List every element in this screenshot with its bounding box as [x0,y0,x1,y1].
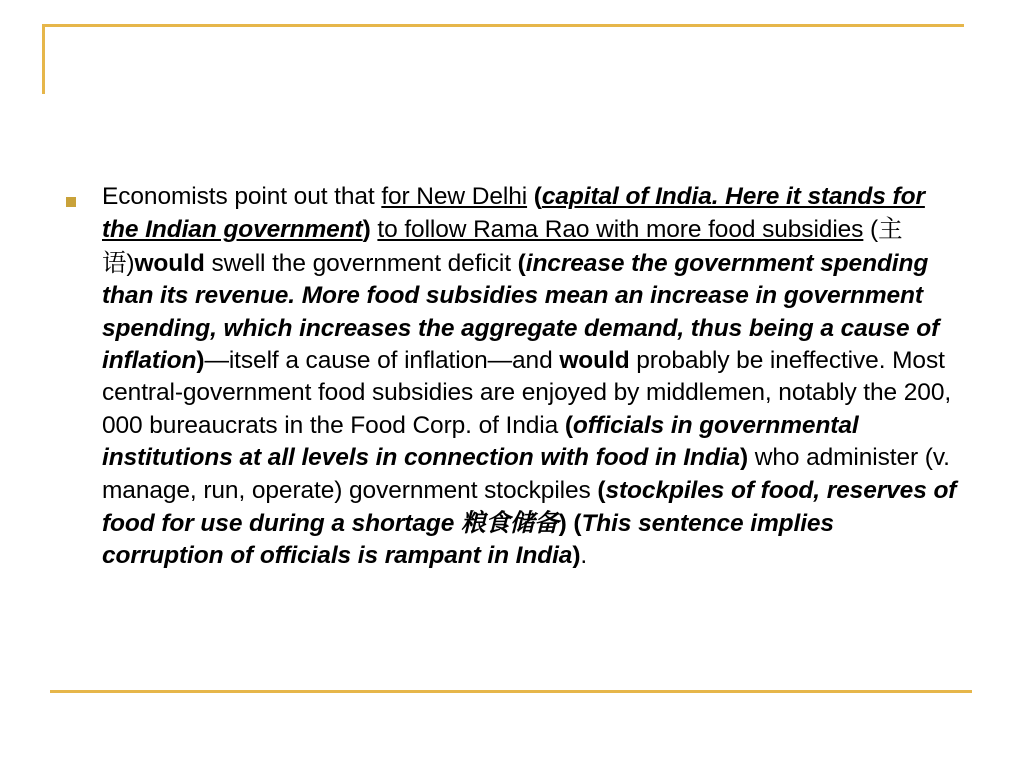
annotation-text: This sentence implies corruption of officials is rampant in India [102,510,834,570]
bottom-accent-line [50,690,972,693]
text-segment: probably be ineffective. Most central-government food subsidies are enjoyed by middlemen, notably the 200, 000 bureaucrats in the Food Corp. of India [102,347,952,439]
bold-paren: ( [573,510,582,538]
bold-paren: ( [597,476,606,504]
text-segment: —itself a cause of inflation—and [204,347,560,375]
text-segment: who administer (v. manage, run, operate) government stockpiles [102,444,950,504]
annotation-text: increase the government spending than its revenue. More food subsidies mean an increase in government spending, which increases the aggregate demand, thus being a cause of inflation [102,249,940,375]
bold-paren: ) [739,444,749,472]
annotation-text: capital of India. Here it stands for the Indian government [102,183,925,244]
bold-keyword: would [134,249,205,277]
bullet-square-icon [66,197,76,207]
top-accent-line [42,24,964,27]
bold-keyword: would [559,347,630,375]
slide-body [60,181,958,573]
text-segment: swell the government deficit [204,249,518,277]
bold-paren: ( [564,411,573,439]
underlined-phrase: to follow Rama Rao with more food subsidies [377,216,864,244]
underlined-phrase: for New Delhi [381,183,528,210]
chinese-annotation: 粮食储备 [460,508,559,538]
bullet-paragraph [60,181,958,573]
text-segment: ( [863,216,879,244]
bold-paren: ) [558,510,567,538]
text-segment: ) [126,249,135,277]
text-segment [527,183,534,210]
text-segment: . [580,542,588,570]
bold-paren: ) [196,347,205,375]
bold-paren: ( [517,249,526,277]
chinese-annotation: 主语 [102,214,903,277]
bold-paren: ( [533,183,542,210]
bold-paren: ) [572,542,581,570]
left-accent-line [42,24,45,94]
bold-paren: ) [362,216,371,244]
annotation-text: officials in governmental institutions at all levels in connection with food in India [102,411,859,472]
text-segment: Economists point out that [102,183,382,210]
annotation-text: stockpiles of food, reserves of food for use during a shortage [102,476,957,538]
